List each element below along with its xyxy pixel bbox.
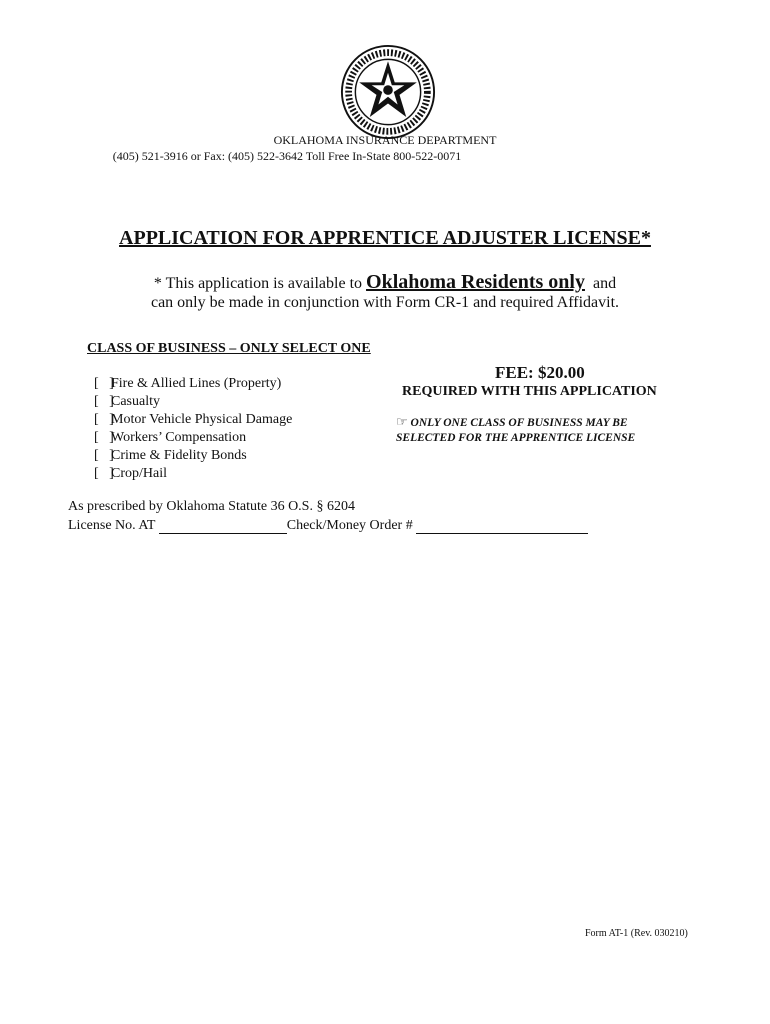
form-title: APPLICATION FOR APPRENTICE ADJUSTER LICENSE* bbox=[119, 227, 651, 249]
department-contact: (405) 521-3916 or Fax: (405) 522-3642 Toll Free In-State 800-522-0071 bbox=[112, 149, 462, 163]
notice-prefix: * This application is available to bbox=[153, 275, 363, 292]
checkbox[interactable]: [ ] bbox=[94, 448, 114, 463]
class-option-label: Workers’ Compensation bbox=[111, 430, 247, 445]
checkbox[interactable]: [ ] bbox=[94, 394, 114, 409]
checkbox[interactable]: [ ] bbox=[94, 430, 114, 445]
class-option-label: Fire & Allied Lines (Property) bbox=[111, 376, 282, 391]
license-check-row bbox=[68, 518, 588, 534]
class-option-label: Motor Vehicle Physical Damage bbox=[111, 412, 293, 427]
single-class-note-line2: SELECTED FOR THE APPRENTICE LICENSE bbox=[396, 432, 636, 444]
residency-notice-line1 bbox=[0, 271, 770, 294]
class-option-crop-hail[interactable] bbox=[87, 450, 167, 482]
checkbox[interactable]: [ ] bbox=[94, 376, 114, 391]
check-money-order-label: Check/Money Order # bbox=[286, 518, 413, 533]
fee-amount: FEE: $20.00 bbox=[495, 363, 585, 382]
note-text: ONLY ONE CLASS OF BUSINESS MAY BE bbox=[410, 417, 628, 429]
form-number: Form AT-1 (Rev. 030210) bbox=[585, 928, 688, 939]
class-option-label: Crop/Hail bbox=[111, 466, 167, 481]
fee-required-note: REQUIRED WITH THIS APPLICATION bbox=[402, 384, 657, 399]
checkbox[interactable]: [ ] bbox=[94, 412, 114, 427]
license-number-field[interactable] bbox=[159, 519, 287, 534]
license-number-label: License No. AT bbox=[68, 518, 156, 533]
single-class-note-line1 bbox=[396, 414, 628, 430]
class-of-business-heading: CLASS OF BUSINESS – ONLY SELECT ONE bbox=[87, 341, 371, 356]
class-option-label: Crime & Fidelity Bonds bbox=[111, 448, 247, 463]
statute-reference: As prescribed by Oklahoma Statute 36 O.S. § 6204 bbox=[68, 499, 355, 514]
class-option-label: Casualty bbox=[111, 394, 160, 409]
residents-only: Oklahoma Residents only bbox=[366, 271, 585, 293]
pointing-hand-icon: ☞ bbox=[396, 414, 408, 429]
notice-suffix: and bbox=[592, 275, 617, 292]
state-seal-icon bbox=[340, 44, 436, 140]
check-money-order-field[interactable] bbox=[416, 519, 588, 534]
residency-notice-line2: can only be made in conjunction with Form CR-1 and required Affidavit. bbox=[150, 294, 620, 311]
department-name: OKLAHOMA INSURANCE DEPARTMENT bbox=[273, 133, 497, 147]
checkbox[interactable]: [ ] bbox=[94, 466, 114, 481]
